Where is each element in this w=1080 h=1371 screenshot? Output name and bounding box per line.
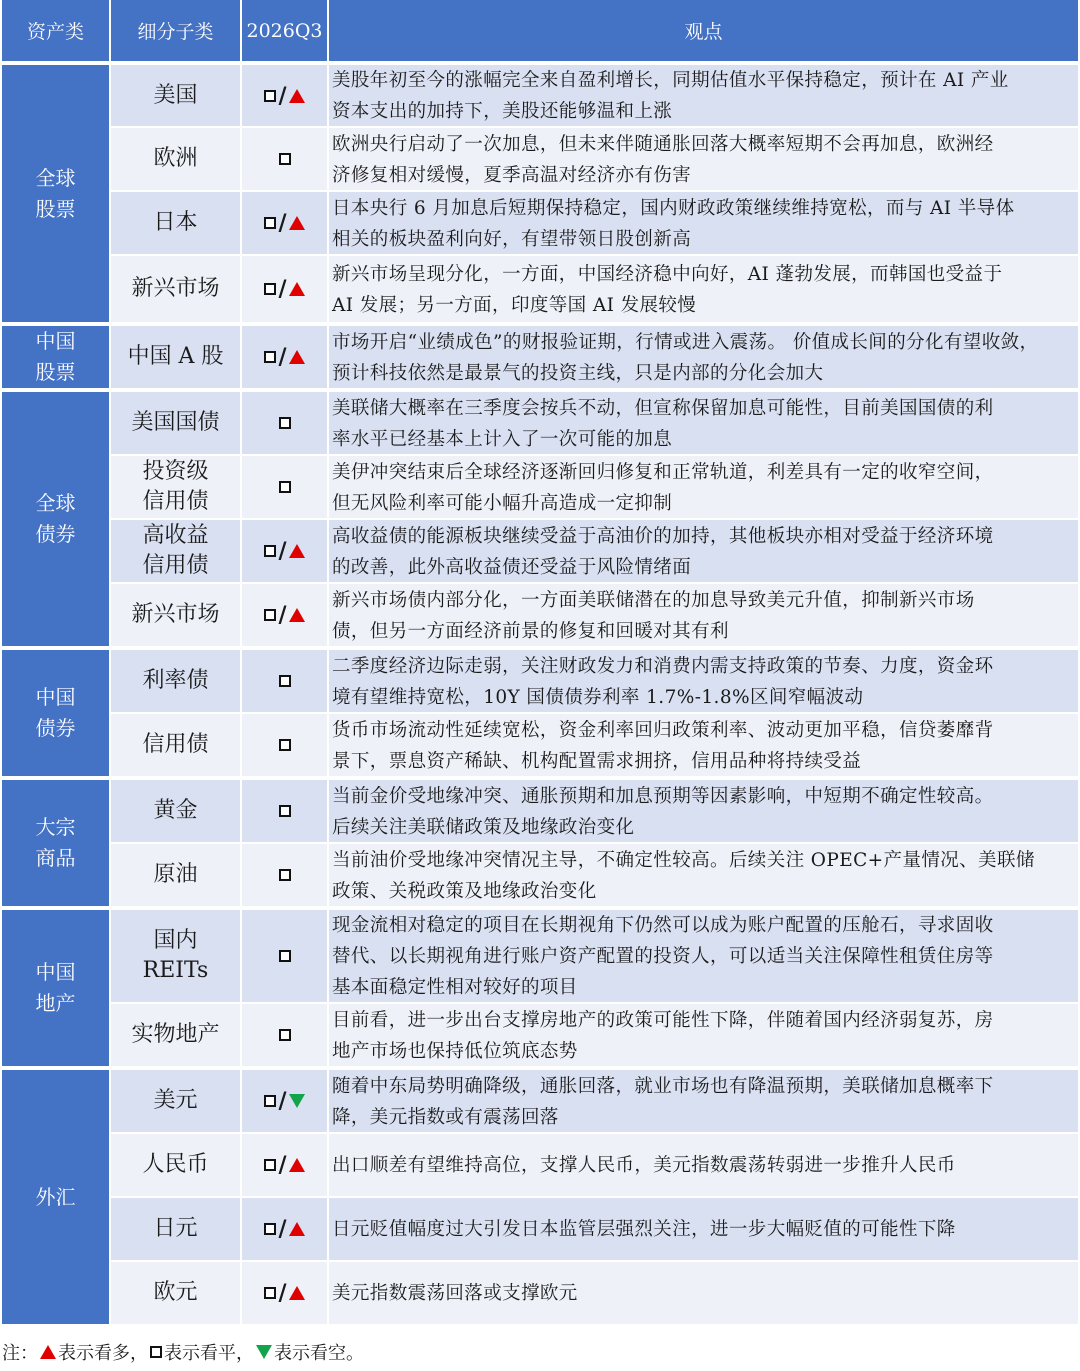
view-line: 相关的板块盈利向好，有望带领日股创新高 [332, 228, 692, 250]
category-label: 外汇 [35, 1184, 76, 1209]
view-cell [329, 650, 1078, 712]
subcategory-label: 黄金 [153, 798, 198, 823]
subcategory-label: 新兴市场 [131, 276, 220, 301]
view-cell [329, 456, 1078, 518]
view-cell [329, 1070, 1078, 1132]
bullish-triangle-icon [289, 608, 305, 622]
rating-cell [242, 456, 327, 518]
subcategory-label: 信用债 [142, 553, 209, 578]
subcategory-label: 原油 [153, 862, 198, 887]
category-label: 全球 [35, 165, 76, 190]
neutral-square-icon [279, 481, 291, 493]
rating-separator: / [278, 210, 287, 236]
view-line: 欧洲央行启动了一次加息，但未来伴随通胀回落大概率短期不会再加息，欧洲经 [332, 133, 994, 155]
rating-separator: / [278, 1280, 287, 1306]
rating-separator: / [278, 1152, 287, 1178]
subcategory-cell [111, 844, 240, 906]
bullish-triangle-icon [289, 216, 305, 230]
category-label: 股票 [35, 360, 76, 384]
subcategory-label: 国内 [153, 928, 198, 953]
subcategory-cell [111, 256, 240, 322]
category-label: 中国 [35, 329, 76, 353]
subcategory-cell [111, 910, 240, 1002]
subcategory-cell [111, 456, 240, 518]
rating-cell [242, 780, 327, 842]
view-line: 债，但另一方面经济前景的修复和回暖对其有利 [332, 620, 729, 642]
neutral-square-icon [264, 217, 276, 229]
neutral-square-icon [279, 805, 291, 817]
view-cell [329, 780, 1078, 842]
view-line: 日元贬值幅度过大引发日本监管层强烈关注，进一步大幅贬值的可能性下降 [332, 1219, 956, 1240]
neutral-square-icon [264, 90, 276, 102]
view-line: 市场开启“业绩成色”的财报验证期，行情或进入震荡。 价值成长间的分化有望收敛， [332, 331, 1039, 353]
view-cell [329, 326, 1078, 388]
subcategory-label: 日本 [153, 210, 198, 235]
subcategory-cell [111, 584, 240, 646]
view-cell [329, 65, 1078, 126]
view-line: 替代、以长期视角进行账户资产配置的投资人，可以适当关注保障性租赁住房等 [332, 946, 994, 967]
neutral-square-icon [279, 869, 291, 881]
category-label: 股票 [35, 196, 76, 221]
subcategory-label: REITs [142, 958, 209, 983]
subcategory-cell [111, 1134, 240, 1196]
bearish-triangle-icon [256, 1345, 272, 1359]
subcategory-label: 人民币 [142, 1152, 209, 1177]
rating-separator: / [278, 344, 287, 370]
view-cell [329, 520, 1078, 582]
neutral-square-icon [264, 1095, 276, 1107]
view-line: 出口顺差有望维持高位，支撑人民币，美元指数震荡转弱进一步推升人民币 [332, 1155, 956, 1176]
subcategory-label: 利率债 [142, 668, 209, 693]
view-cell [329, 128, 1078, 190]
subcategory-cell [111, 65, 240, 126]
view-line: 境有望维持宽松，10Y 国债债券利率 1.7%-1.8%区间窄幅波动 [332, 686, 864, 708]
rating-cell [242, 584, 327, 646]
category-label: 中国 [35, 960, 76, 984]
subcategory-cell [111, 128, 240, 190]
view-line: 当前油价受地缘冲突情况主导，不确定性较高。后续关注 OPEC+产量情况、美联储 [332, 849, 1035, 871]
header-subcategory: 细分子类 [111, 0, 240, 61]
view-line: 预计科技依然是最景气的投资主线，只是内部的分化会加大 [332, 362, 824, 384]
neutral-square-icon [279, 950, 291, 962]
legend-down-text: 表示看空。 [274, 1343, 364, 1364]
subcategory-cell [111, 392, 240, 454]
subcategory-label: 投资级 [142, 459, 209, 484]
view-line: 美股年初至今的涨幅完全来自盈利增长，同期估值水平保持稳定，预计在 AI 产业 [332, 70, 1009, 91]
rating-cell [242, 1134, 327, 1196]
header-view: 观点 [329, 0, 1078, 61]
view-line: 美联储大概率在三季度会按兵不动，但宣称保留加息可能性，目前美国国债的利 [332, 397, 994, 419]
category-label: 商品 [35, 846, 76, 870]
view-line: 基本面稳定性相对较好的项目 [332, 977, 578, 998]
category-cell [2, 1070, 109, 1324]
rating-separator: / [278, 82, 287, 109]
view-line: 但无风险利率可能小幅升高造成一定抑制 [332, 492, 673, 514]
subcategory-cell [111, 192, 240, 254]
view-line: 当前金价受地缘冲突、通胀预期和加息预期等因素影响，中短期不确定性较高。 [332, 785, 994, 807]
category-cell [2, 650, 109, 776]
view-line: 的改善，此外高收益债还受益于风险情绪面 [332, 556, 692, 578]
subcategory-cell [111, 326, 240, 388]
category-label: 大宗 [35, 815, 76, 839]
rating-cell [242, 714, 327, 776]
subcategory-cell [111, 1004, 240, 1066]
rating-cell [242, 1262, 327, 1324]
view-line: 日本央行 6 月加息后短期保持稳定，国内财政政策继续维持宽松，而与 AI 半导体 [332, 197, 1015, 219]
view-cell [329, 1198, 1078, 1260]
bullish-triangle-icon [289, 89, 305, 103]
subcategory-cell [111, 780, 240, 842]
neutral-square-icon [264, 1223, 276, 1235]
neutral-square-icon [279, 739, 291, 751]
bullish-triangle-icon [289, 350, 305, 364]
legend-up-text: 表示看多， [58, 1343, 148, 1364]
view-line: 二季度经济边际走弱，关注财政发力和消费内需支持政策的节奏、力度，资金环 [332, 655, 994, 677]
rating-separator: / [278, 1216, 287, 1242]
category-cell [2, 392, 109, 646]
neutral-square-icon [264, 545, 276, 557]
neutral-square-icon [264, 1159, 276, 1171]
bullish-triangle-icon [40, 1345, 56, 1359]
subcategory-label: 信用债 [142, 489, 209, 514]
rating-cell [242, 192, 327, 254]
subcategory-cell [111, 650, 240, 712]
category-cell [2, 780, 109, 906]
neutral-square-icon [264, 1287, 276, 1299]
rating-cell [242, 392, 327, 454]
category-cell [2, 65, 109, 322]
category-cell [2, 326, 109, 388]
view-cell [329, 844, 1078, 906]
rating-separator: / [278, 538, 287, 564]
view-cell [329, 584, 1078, 646]
rating-cell [242, 844, 327, 906]
view-line: 政策、关税政策及地缘政治变化 [332, 880, 597, 902]
neutral-square-icon [264, 609, 276, 621]
subcategory-label: 欧洲 [153, 146, 198, 171]
neutral-square-icon [264, 283, 276, 295]
rating-cell [242, 128, 327, 190]
rating-separator: / [278, 602, 287, 628]
view-line: 高收益债的能源板块继续受益于高油价的加持，其他板块亦相对受益于经济环境 [332, 525, 994, 547]
category-label: 中国 [35, 685, 76, 709]
view-line: 现金流相对稳定的项目在长期视角下仍然可以成为账户配置的压舱石，寻求固收 [332, 915, 994, 936]
subcategory-label: 实物地产 [131, 1022, 220, 1047]
neutral-square-icon [279, 1029, 291, 1041]
view-cell [329, 1004, 1078, 1066]
rating-cell [242, 1004, 327, 1066]
view-cell [329, 910, 1078, 1002]
rating-cell [242, 65, 327, 126]
neutral-square-icon [279, 417, 291, 429]
subcategory-label: 美国 [153, 82, 198, 108]
view-cell [329, 714, 1078, 776]
view-line: 美元指数震荡回落或支撑欧元 [332, 1283, 578, 1304]
rating-cell [242, 520, 327, 582]
rating-cell [242, 650, 327, 712]
view-line: 济修复相对缓慢，夏季高温对经济亦有伤害 [332, 164, 692, 186]
subcategory-label: 美国国债 [131, 410, 220, 435]
rating-separator: / [278, 276, 287, 302]
neutral-square-icon [150, 1346, 162, 1358]
view-line: 降，美元指数或有震荡回落 [332, 1106, 559, 1128]
view-line: 货币市场流动性延续宽松，资金利率回归政策利率、波动更加平稳，信贷萎靡背 [332, 719, 994, 741]
legend-note [2, 1338, 364, 1366]
subcategory-label: 美元 [153, 1088, 198, 1113]
bullish-triangle-icon [289, 1158, 305, 1172]
view-line: 随着中东局势明确降级，通胀回落，就业市场也有降温预期，美联储加息概率下 [332, 1075, 994, 1097]
header-period: 2026Q3 [242, 0, 327, 61]
header-category: 资产类 [2, 0, 109, 61]
view-line: AI 发展；另一方面，印度等国 AI 发展较慢 [332, 294, 697, 316]
view-line: 美伊冲突结束后全球经济逐渐回归修复和正常轨道，利差具有一定的收窄空间， [332, 461, 994, 483]
subcategory-label: 高收益 [142, 523, 209, 548]
rating-separator: / [278, 1088, 287, 1114]
view-line: 新兴市场呈现分化，一方面，中国经济稳中向好，AI 蓬勃发展，而韩国也受益于 [332, 263, 1003, 285]
subcategory-cell [111, 1070, 240, 1132]
view-line: 景下，票息资产稀缺、机构配置需求拥挤，信用品种将持续受益 [332, 750, 862, 772]
category-label: 全球 [35, 491, 76, 515]
bullish-triangle-icon [289, 1286, 305, 1300]
view-line: 新兴市场债内部分化，一方面美联储潜在的加息导致美元升值，抑制新兴市场 [332, 589, 975, 611]
subcategory-label: 日元 [153, 1216, 198, 1241]
subcategory-label: 欧元 [153, 1280, 198, 1305]
view-line: 率水平已经基本上计入了一次可能的加息 [332, 428, 673, 450]
rating-cell [242, 910, 327, 1002]
rating-cell [242, 1070, 327, 1132]
rating-cell [242, 256, 327, 322]
subcategory-cell [111, 714, 240, 776]
view-line: 资本支出的加持下，美股还能够温和上涨 [332, 101, 673, 122]
view-cell [329, 1262, 1078, 1324]
category-label: 地产 [35, 991, 76, 1015]
rating-cell [242, 1198, 327, 1260]
subcategory-cell [111, 1262, 240, 1324]
neutral-square-icon [264, 351, 276, 363]
category-cell [2, 910, 109, 1066]
bullish-triangle-icon [289, 282, 305, 296]
bullish-triangle-icon [289, 1222, 305, 1236]
category-label: 债券 [35, 716, 76, 740]
subcategory-label: 信用债 [142, 732, 209, 757]
bullish-triangle-icon [289, 544, 305, 558]
view-line: 后续关注美联储政策及地缘政治变化 [332, 816, 635, 838]
view-cell [329, 192, 1078, 254]
subcategory-label: 中国 A 股 [127, 344, 224, 369]
view-line: 地产市场也保持低位筑底态势 [332, 1040, 578, 1062]
bearish-triangle-icon [289, 1094, 305, 1108]
view-line: 目前看，进一步出台支撑房地产的政策可能性下降，伴随着国内经济弱复苏，房 [332, 1009, 994, 1031]
neutral-square-icon [279, 675, 291, 687]
rating-cell [242, 326, 327, 388]
neutral-square-icon [279, 153, 291, 165]
subcategory-label: 新兴市场 [131, 602, 220, 627]
subcategory-cell [111, 1198, 240, 1260]
legend-prefix: 注： [2, 1343, 38, 1364]
view-cell [329, 256, 1078, 322]
view-cell [329, 392, 1078, 454]
legend-flat-text: 表示看平， [164, 1343, 254, 1364]
category-label: 债券 [35, 522, 76, 546]
subcategory-cell [111, 520, 240, 582]
view-cell [329, 1134, 1078, 1196]
